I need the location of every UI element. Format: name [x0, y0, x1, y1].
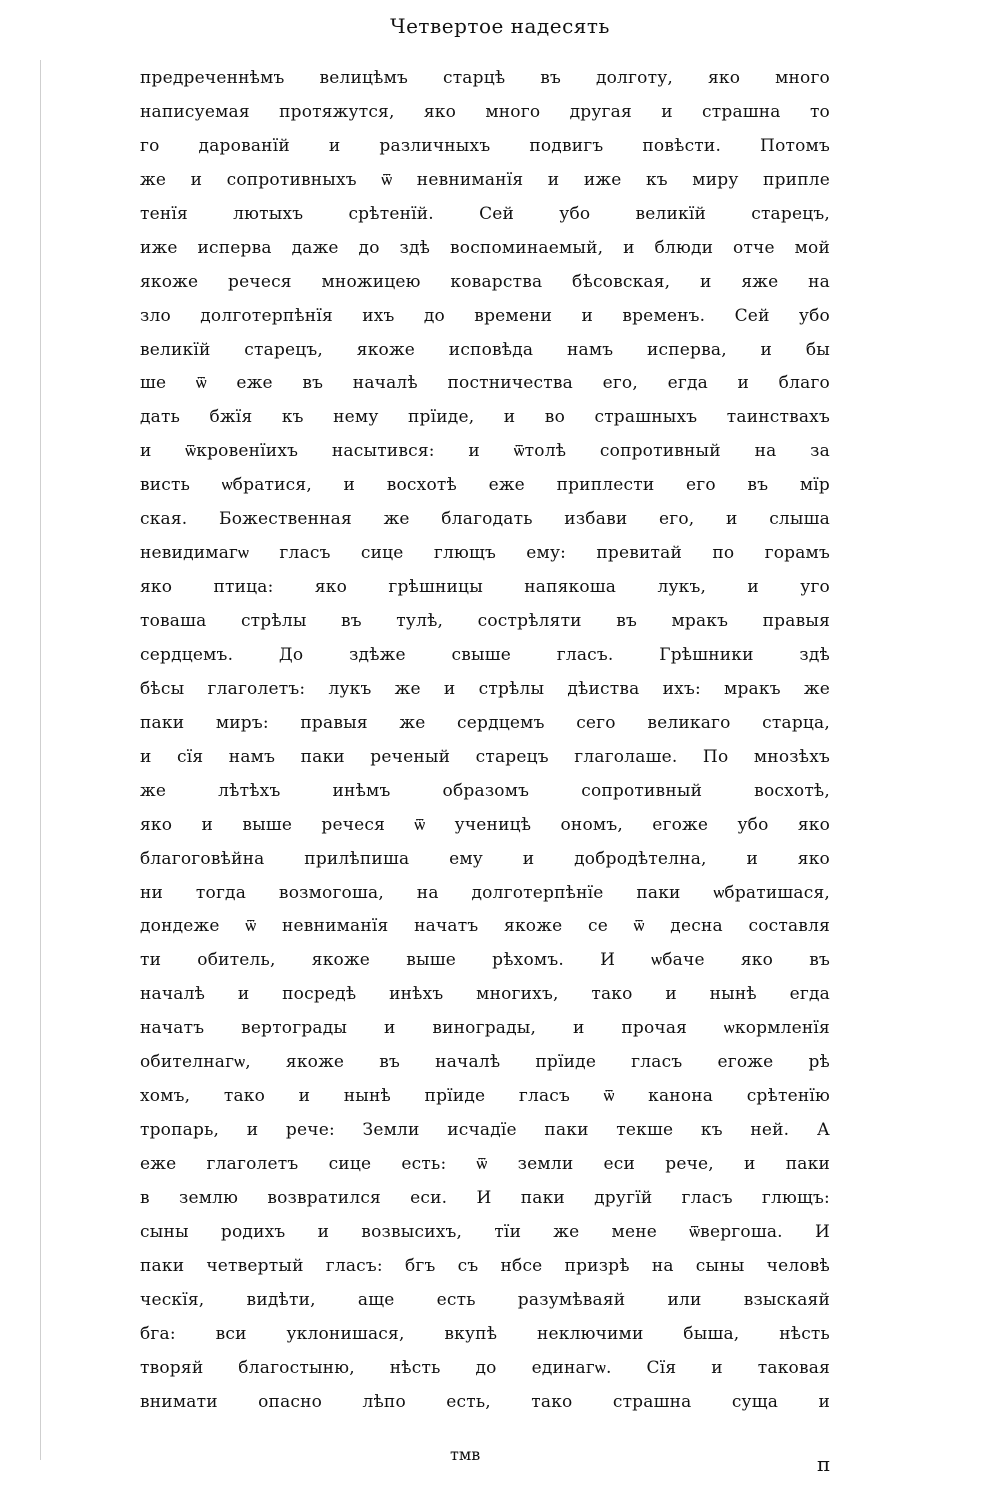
text-line: внимати опасно лѣпо есть, тако страшна суща и — [140, 1391, 830, 1412]
text-line: благоговѣйна прилѣпиша ему и добродѣтелна, и яко — [140, 848, 830, 869]
text-line: бга: вси уклонишася, вкупѣ неключими быша, нѣсть — [140, 1323, 830, 1344]
text-line: и сїя намъ паки реченый старецъ глаголаше. По мнозѣхъ — [140, 746, 830, 767]
text-line: еже глаголетъ сице есть: ѿ земли еси рече, и паки — [140, 1154, 830, 1174]
text-line: ше ѿ еже въ началѣ постничества его, егда и благо — [140, 373, 830, 394]
running-title: Четвертое надесять — [390, 14, 610, 38]
text-line: в землю возвратился еси. И паки другїй гласъ глющъ: — [140, 1187, 830, 1208]
text-line: иже исперва даже до здѣ воспоминаемый, и блюди отче мой — [140, 237, 830, 258]
text-line: предреченнѣмъ велицѣмъ старцѣ въ долготу, яко много — [140, 68, 830, 88]
text-line: началѣ и посредѣ инѣхъ многихъ, тако и нынѣ егда — [140, 984, 830, 1005]
text-line: творяй благостыню, нѣсть до единагѡ. Сїя и таковая — [140, 1357, 830, 1378]
signature-mark: тмв — [450, 1445, 481, 1464]
text-line: якоже речеся множицею коварства бѣсовская, и яже на — [140, 271, 830, 292]
text-line: го дарованїй и различныхъ подвигъ повѣсти. Потомъ — [140, 135, 830, 156]
text-line: ти обитель, якоже выше рѣхомъ. И ѡбаче яко въ — [140, 950, 830, 971]
text-line: обителнагѡ, якоже въ началѣ прїиде гласъ егоже рѣ — [140, 1052, 830, 1073]
folio-number: п — [817, 1452, 831, 1476]
text-line: дать бжїя къ нему прїиде, и во страшныхъ таинствахъ — [140, 407, 830, 428]
text-line: тропарь, и рече: Земли исчадїе паки текше къ ней. А — [140, 1120, 830, 1141]
body-text — [140, 62, 830, 1420]
text-line: паки миръ: правыя же сердцемъ сего великаго старца, — [140, 712, 830, 733]
text-line: паки четвертый гласъ: бгъ съ нбсе призрѣ на сыны человѣ — [140, 1255, 830, 1276]
text-line: яко птица: яко грѣшницы напякоша лукъ, и уго — [140, 577, 830, 598]
text-line: же лѣтѣхъ инѣмъ образомъ сопротивный восхотѣ, — [140, 780, 830, 801]
text-line: тенїя лютыхъ срѣтенїй. Сей убо великїй старецъ, — [140, 203, 830, 224]
text-line: невидимагѡ гласъ сице глющъ ему: превитай по горамъ — [140, 543, 830, 564]
text-line: начатъ вертограды и винограды, и прочая ѡкормленїя — [140, 1018, 830, 1039]
text-line: бѣсы глаголетъ: лукъ же и стрѣлы дѣиства ихъ: мракъ же — [140, 678, 830, 699]
text-line: ни тогда возмогоша, на долготерпѣнїе паки ѡбратишася, — [140, 882, 830, 903]
text-line: великїй старецъ, якоже исповѣда намъ исперва, и бы — [140, 339, 830, 360]
text-line: хомъ, тако и нынѣ прїиде гласъ ѿ канона срѣтенїю — [140, 1086, 830, 1107]
text-line: ская. Божественная же благодать избави его, и слыша — [140, 509, 830, 530]
text-line: ческїя, видѣти, аще есть разумѣваяй или взыскаяй — [140, 1289, 830, 1310]
text-line: висть ѡбратися, и восхотѣ еже приплести его въ мїр — [140, 475, 830, 496]
text-line: зло долготерпѣнїя ихъ до времени и временъ. Сей убо — [140, 305, 830, 326]
text-line: сердцемъ. До здѣже свыше гласъ. Грѣшники здѣ — [140, 644, 830, 665]
text-line: же и сопротивныхъ ѿ невниманїя и иже къ миру припле — [140, 169, 830, 190]
text-line: написуемая протяжутся, яко много другая и страшна то — [140, 101, 830, 122]
page-edge-line — [40, 60, 41, 1460]
text-line: дондеже ѿ невниманїя начатъ якоже се ѿ десна составля — [140, 916, 830, 937]
text-line: сыны родихъ и возвысихъ, тїи же мене ѿвергоша. И — [140, 1221, 830, 1242]
text-line: яко и выше речеся ѿ ученицѣ ономъ, егоже убо яко — [140, 814, 830, 835]
text-line: и ѿкровенїихъ насытився: и ѿтолѣ сопротивный на за — [140, 441, 830, 462]
text-line: товаша стрѣлы въ тулѣ, сострѣляти въ мракъ правыя — [140, 611, 830, 631]
